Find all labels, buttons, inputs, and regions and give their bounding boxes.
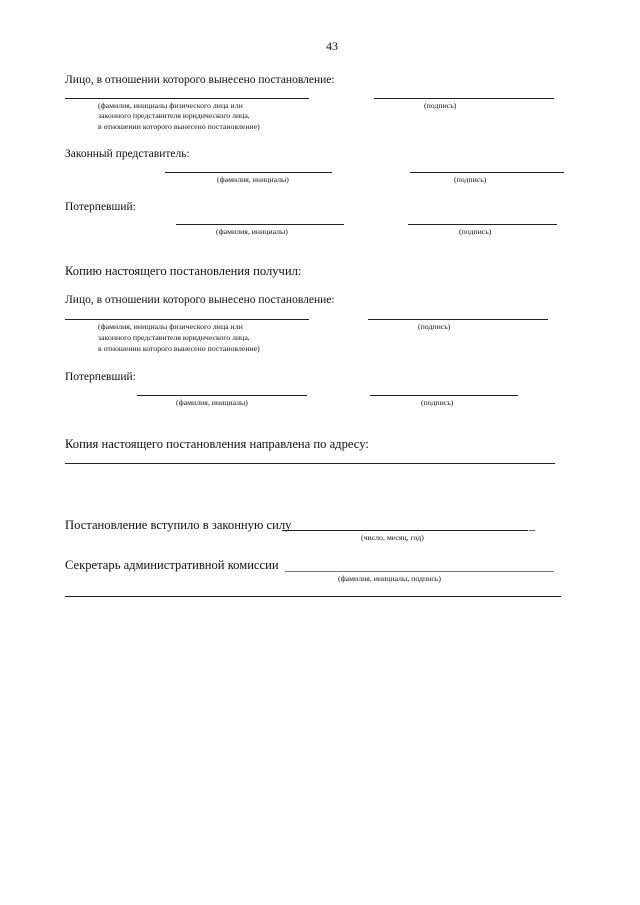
person-label: Лицо, в отношении которого вынесено постановление: <box>65 74 335 86</box>
person-name-field-2[interactable] <box>65 319 309 320</box>
date-caption: (число, месяц, год) <box>361 533 424 542</box>
copy-sent-label: Копия настоящего постановления направлена по адресу: <box>65 437 369 451</box>
victim-label-2: Потерпевший: <box>65 371 136 383</box>
victim-caption: (фамилия, инициалы) <box>216 227 288 236</box>
person-caption-2-line-3: в отношении которого вынесено постановление) <box>98 344 260 353</box>
effective-date-label: Постановление вступило в законную силу <box>65 518 292 532</box>
representative-signature-caption: (подпись) <box>454 175 487 184</box>
copy-received-label: Копию настоящего постановления получил: <box>65 264 302 278</box>
victim-signature-field[interactable] <box>408 224 557 225</box>
person-signature-caption-2: (подпись) <box>418 322 451 331</box>
effective-date-trailer: _ <box>529 518 536 532</box>
victim-signature-caption-2: (подпись) <box>421 398 454 407</box>
representative-signature-field[interactable] <box>410 172 564 173</box>
victim-name-field[interactable] <box>176 224 344 225</box>
victim-signature-caption: (подпись) <box>459 227 492 236</box>
effective-date-field[interactable] <box>282 530 528 531</box>
victim-signature-field-2[interactable] <box>370 395 518 396</box>
address-field[interactable] <box>65 463 555 464</box>
page-number: 43 <box>326 39 338 53</box>
person-signature-caption: (подпись) <box>424 101 457 110</box>
victim-name-field-2[interactable] <box>137 395 307 396</box>
person-label-2: Лицо, в отношении которого вынесено постановление: <box>65 294 335 306</box>
secretary-field[interactable] <box>285 571 554 572</box>
person-name-field[interactable] <box>65 98 309 99</box>
person-caption-2-line-2: законного представителя юридического лица, <box>98 333 250 342</box>
person-caption-2-line-1: (фамилия, инициалы физического лица или <box>98 322 243 331</box>
person-caption-line-1: (фамилия, инициалы физического лица или <box>98 101 243 110</box>
secretary-label: Секретарь административной комиссии <box>65 558 279 572</box>
victim-caption-2: (фамилия, инициалы) <box>176 398 248 407</box>
person-signature-field[interactable] <box>374 98 554 99</box>
person-caption-line-3: в отношении которого вынесено постановление) <box>98 122 260 131</box>
representative-caption: (фамилия, инициалы) <box>217 175 289 184</box>
person-caption-line-2: законного представителя юридического лица, <box>98 111 250 120</box>
person-signature-field-2[interactable] <box>368 319 548 320</box>
secretary-caption: (фамилия, инициалы, подпись) <box>338 574 441 583</box>
bottom-divider-line <box>65 596 561 597</box>
representative-label: Законный представитель: <box>65 148 190 160</box>
victim-label: Потерпевший: <box>65 201 136 213</box>
representative-name-field[interactable] <box>165 172 332 173</box>
